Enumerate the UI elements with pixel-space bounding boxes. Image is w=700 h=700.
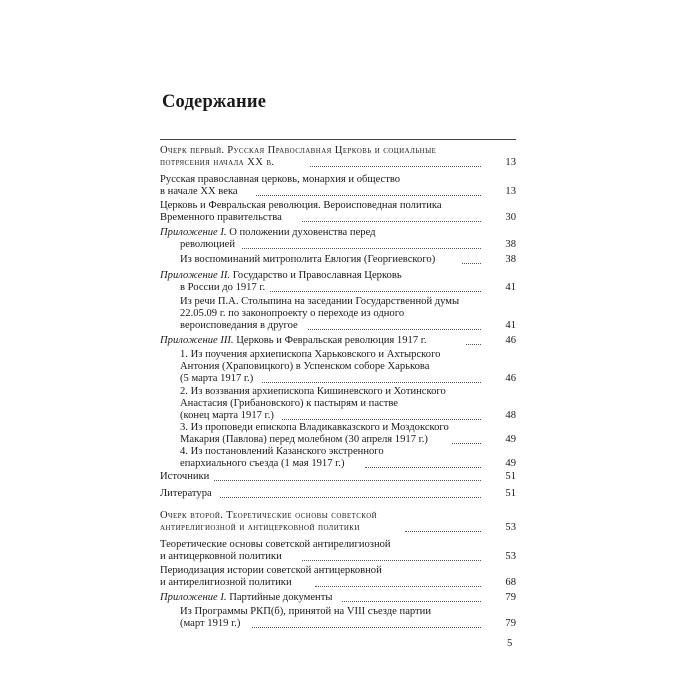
toc-entry-line[interactable]: Теоретические основы советской антирелигиозной bbox=[160, 539, 391, 550]
toc-page-number: 41 bbox=[505, 282, 516, 293]
toc-entry-line[interactable] bbox=[160, 186, 485, 198]
essay1-title-line2-row[interactable] bbox=[160, 157, 485, 169]
leader-dots bbox=[452, 434, 481, 444]
appendix-label: Приложение I. bbox=[160, 592, 227, 603]
appendix-sub-text: епархиального съезда (1 мая 1917 г.) bbox=[180, 458, 345, 469]
appendix-label: Приложение I. bbox=[160, 227, 227, 238]
appendix-sub-line[interactable]: 2. Из воззвания архиепископа Кишиневского и Хотинского bbox=[180, 386, 446, 397]
page-number: 5 bbox=[507, 638, 513, 649]
toc-entry-text: и антирелигиозной политики bbox=[160, 577, 292, 588]
toc-page-number: 53 bbox=[505, 551, 516, 562]
appendix-title-cont: в России до 1917 г. bbox=[180, 282, 266, 293]
appendix-title-cont: революцией bbox=[180, 239, 235, 250]
leader-dots bbox=[302, 212, 481, 222]
appendix-sub-line[interactable]: 4. Из постановлений Казанского экстренного bbox=[180, 446, 384, 457]
appendix-label: Приложение II. bbox=[160, 270, 231, 281]
toc-page-number: 41 bbox=[505, 320, 516, 331]
toc-entry-line[interactable]: Русская православная церковь, монархия и общество bbox=[160, 174, 401, 185]
essay1-title-line1: Русская Православная Церковь и социальные bbox=[227, 145, 437, 156]
toc-page-number: 51 bbox=[505, 471, 516, 482]
appendix-sub-text: вероисповедания в другое bbox=[180, 320, 298, 331]
table-of-contents bbox=[160, 0, 516, 700]
toc-page-number: 79 bbox=[505, 618, 516, 629]
appendix-sub-line[interactable] bbox=[180, 618, 485, 630]
leader-dots bbox=[462, 254, 481, 264]
leader-dots bbox=[315, 577, 481, 587]
toc-page-number: 38 bbox=[505, 254, 516, 265]
sources-entry[interactable] bbox=[160, 471, 485, 483]
appendix-sub-line[interactable]: 3. Из проповеди епископа Владикавказского и Моздокского bbox=[180, 422, 449, 433]
appendix-sub-line[interactable] bbox=[180, 320, 485, 332]
essay1-title[interactable] bbox=[160, 145, 436, 157]
toc-page-number: 49 bbox=[505, 458, 516, 469]
appendix-sub-text: Макария (Павлова) перед молебном (30 апреля 1917 г.) bbox=[180, 434, 428, 445]
literature-entry[interactable] bbox=[160, 488, 485, 500]
page-title: Содержание bbox=[162, 92, 267, 112]
essay2-title-line2-row[interactable] bbox=[160, 522, 485, 534]
toc-page-number: 68 bbox=[505, 577, 516, 588]
leader-dots bbox=[365, 458, 481, 468]
appendix-sub-line[interactable] bbox=[180, 373, 485, 385]
appendix-sub-text: (конец марта 1917 г.) bbox=[180, 410, 274, 421]
toc-page-number: 38 bbox=[505, 239, 516, 250]
leader-dots bbox=[214, 471, 481, 481]
toc-page-number: 51 bbox=[505, 488, 516, 499]
appendix-entry[interactable] bbox=[160, 592, 485, 604]
literature-label: Литература bbox=[160, 488, 212, 499]
appendix-sub-line[interactable]: 1. Из поучения архиепископа Харьковского и Ахтырского bbox=[180, 349, 441, 360]
toc-page-number: 48 bbox=[505, 410, 516, 421]
toc-page-number: 30 bbox=[505, 212, 516, 223]
appendix-label: Приложение III. bbox=[160, 335, 234, 346]
appendix-sub-line[interactable] bbox=[180, 410, 485, 422]
appendix-sub-line[interactable]: Из Программы РКП(б), принятой на VIII съезде партии bbox=[180, 606, 432, 617]
sources-label: Источники bbox=[160, 471, 210, 482]
appendix-title: О положении духовенства перед bbox=[229, 227, 376, 238]
appendix-entry-line2[interactable] bbox=[180, 282, 485, 294]
leader-dots bbox=[342, 592, 481, 602]
appendix-sub-line[interactable] bbox=[180, 434, 485, 446]
appendix-entry-line2[interactable] bbox=[180, 239, 485, 251]
toc-entry-line[interactable]: Периодизация истории советской антицерковной bbox=[160, 565, 382, 576]
toc-page-number: 49 bbox=[505, 434, 516, 445]
toc-entry-line[interactable] bbox=[160, 551, 485, 563]
toc-page-number: 46 bbox=[505, 373, 516, 384]
toc-page-number: 13 bbox=[505, 186, 516, 197]
essay1-page: 13 bbox=[505, 157, 516, 168]
appendix-sub-text: (5 марта 1917 г.) bbox=[180, 373, 254, 384]
toc-entry-text: Временного правительства bbox=[160, 212, 282, 223]
toc-entry-line[interactable] bbox=[160, 212, 485, 224]
toc-entry-line[interactable]: Церковь и Февральская революция. Вероисповедная политика bbox=[160, 200, 442, 211]
leader-dots bbox=[242, 239, 481, 249]
appendix-entry[interactable] bbox=[160, 270, 402, 282]
toc-page-number: 46 bbox=[505, 335, 516, 346]
appendix-sub-line[interactable] bbox=[180, 458, 485, 470]
essay1-title-line2: потрясения начала XX в. bbox=[160, 157, 275, 168]
leader-dots bbox=[466, 335, 481, 345]
appendix-sub-text: Из воспоминаний митрополита Евлогия (Георгиевского) bbox=[180, 254, 436, 265]
appendix-entry[interactable] bbox=[160, 227, 376, 239]
toc-entry-text: и антицерковной политики bbox=[160, 551, 282, 562]
leader-dots bbox=[405, 522, 481, 532]
essay2-title-line1: Теоретические основы советской bbox=[226, 510, 378, 521]
appendix-sub-text: (март 1919 г.) bbox=[180, 618, 241, 629]
leader-dots bbox=[270, 282, 481, 292]
toc-page-number: 79 bbox=[505, 592, 516, 603]
leader-dots bbox=[220, 488, 481, 498]
leader-dots bbox=[252, 618, 481, 628]
essay1-label: Очерк первый. bbox=[160, 145, 225, 156]
appendix-title: Государство и Православная Церковь bbox=[232, 270, 402, 281]
leader-dots bbox=[310, 157, 481, 167]
essay2-title[interactable] bbox=[160, 510, 377, 522]
appendix-title: Церковь и Февральская революция 1917 г. bbox=[236, 335, 427, 346]
appendix-sub-entry[interactable] bbox=[180, 254, 485, 266]
essay2-page: 53 bbox=[505, 522, 516, 533]
toc-entry-line[interactable] bbox=[160, 577, 485, 589]
appendix-sub-line[interactable]: Антония (Храповицкого) в Успенском соборе Харькова bbox=[180, 361, 430, 372]
essay2-title-line2: антирелигиозной и антицерковной политики bbox=[160, 522, 360, 533]
appendix-title: Партийные документы bbox=[229, 592, 333, 603]
leader-dots bbox=[282, 410, 481, 420]
leader-dots bbox=[302, 551, 481, 561]
leader-dots bbox=[308, 320, 481, 330]
appendix-sub-line[interactable]: 22.05.09 г. по законопроекту о переходе из одного bbox=[180, 308, 405, 319]
essay2-label: Очерк второй. bbox=[160, 510, 224, 521]
appendix-entry[interactable] bbox=[160, 335, 485, 347]
leader-dots bbox=[256, 186, 481, 196]
leader-dots bbox=[262, 373, 481, 383]
appendix-sub-line[interactable]: Из речи П.А. Столыпина на заседании Государственной думы bbox=[180, 296, 460, 307]
toc-entry-text: в начале XX века bbox=[160, 186, 238, 197]
appendix-sub-line[interactable]: Анастасия (Грибановского) к пастырям и пастве bbox=[180, 398, 398, 409]
